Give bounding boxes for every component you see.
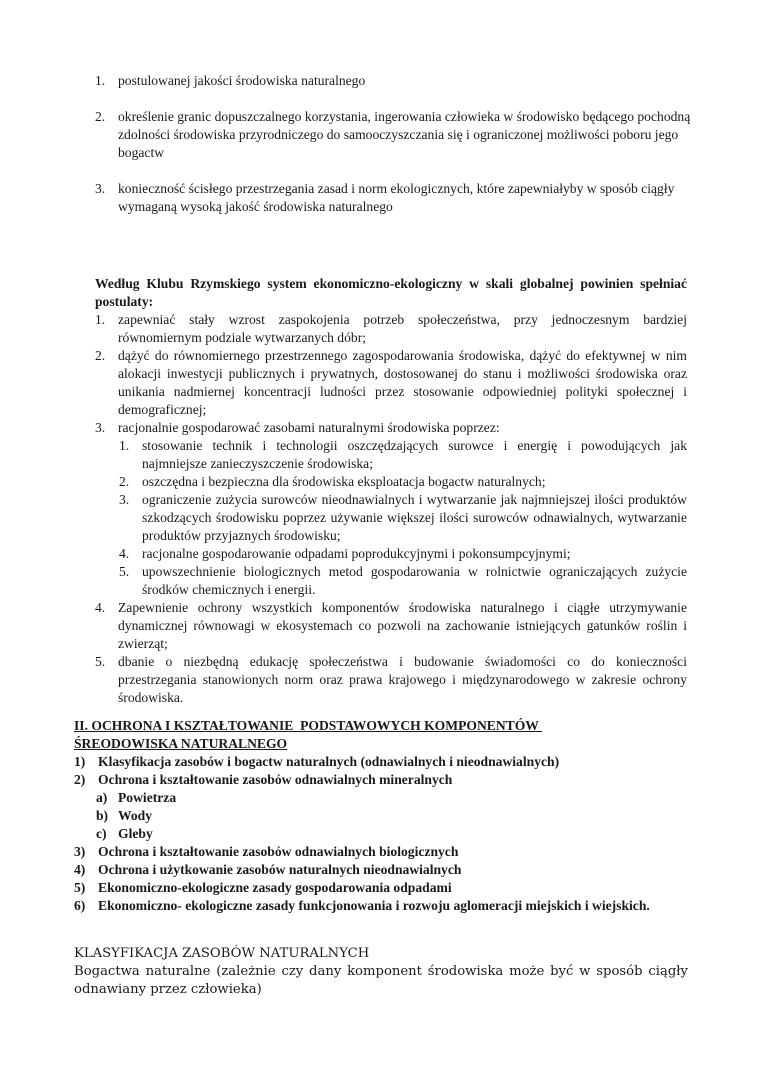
list-item [95, 419, 687, 437]
section-title [74, 717, 694, 753]
toc-subitem [74, 825, 694, 843]
list-number: 2. [95, 109, 106, 124]
list-number: 4. [95, 600, 106, 615]
toc-item [74, 771, 694, 789]
list-text: konieczność ścisłego przestrzegania zasad i norm ekologicznych, które zapewniałyby w sposób ciągły wymaganą wysoką jakość środowiska naturalnego [118, 181, 675, 214]
toc-item [74, 861, 694, 879]
list-number: 1. [95, 312, 106, 327]
toc-text: Gleby [118, 826, 153, 841]
list-text: racjonalne gospodarowanie odpadami poprodukcyjnymi i pokonsumpcyjnymi; [142, 546, 571, 561]
section-toc [74, 753, 694, 915]
sub-list-item [95, 563, 687, 599]
list-text: upowszechnienie biologicznych metod gospodarowania w rolnictwie ograniczających zużycie środków chemicznych i energii. [142, 564, 687, 597]
sub-list-item [95, 491, 687, 545]
list-number: 3. [95, 181, 106, 196]
toc-text: Ekonomiczno-ekologiczne zasady gospodarowania odpadami [98, 880, 452, 895]
list-number: 2. [95, 348, 106, 363]
toc-text: Powietrza [118, 790, 177, 805]
list-number: 3. [95, 420, 106, 435]
sub-list-item [95, 473, 687, 491]
list-number: 5. [119, 564, 130, 579]
section-title-line: II. OCHRONA I KSZTAŁTOWANIE PODSTAWOWYCH KOMPONENTÓW [74, 718, 543, 733]
list-text: postulowanej jakości środowiska naturalnego [118, 73, 366, 88]
list-text: określenie granic dopuszczalnego korzystania, ingerowania człowieka w środowisko będącego pochodną zdolności środowiska przyrodniczego do samooczyszczania się i ograniczonej możliwości poboru jego bogactw [118, 109, 691, 160]
toc-text: Ekonomiczno- ekologiczne zasady funkcjonowania i rozwoju aglomeracji miejskich i wiejskich. [98, 898, 650, 913]
toc-text: Ochrona i kształtowanie zasobów odnawialnych biologicznych [98, 844, 459, 859]
toc-text: Wody [118, 808, 152, 823]
list-text: ograniczenie zużycia surowców nieodnawialnych i wytwarzanie jak najmniejszej ilości produktów szkodzących środowisku poprzez używanie większej ilości surowców odnawialnych, wytwarzanie produktów przyjaznych środowisku; [142, 492, 687, 543]
toc-item [74, 753, 694, 771]
club-list [95, 311, 687, 707]
toc-number: 5) [74, 880, 86, 895]
list-number: 1. [119, 438, 130, 453]
list-item [95, 72, 695, 90]
toc-item [74, 879, 694, 897]
list-item [95, 311, 687, 347]
list-text: oszczędna i bezpieczna dla środowiska eksploatacja bogactw naturalnych; [142, 474, 546, 489]
toc-item [74, 843, 694, 861]
classification-text: Bogactwa naturalne (zależnie czy dany komponent środowiska może być w sposób ciągły odnawiany przez człowieka) [74, 964, 688, 997]
sub-list-item [95, 545, 687, 563]
toc-number: 1) [74, 754, 86, 769]
list-number: 2. [119, 474, 130, 489]
list-text: dążyć do równomiernego przestrzennego zagospodarowania środowiska, dążyć do efektywnej w nim alokacji inwestycji publicznych i prywatnych, dostosowanej do stanu i możliwości środowiska oraz unikania nadmiernej koncentracji ludności przez stosowanie odpowiedniej polityki społecznej i demograficznej; [118, 348, 687, 417]
list-text: racjonalnie gospodarować zasobami naturalnymi środowiska poprzez: [118, 420, 500, 435]
list-text: Zapewnienie ochrony wszystkich komponentów środowiska naturalnego i ciągłe utrzymywanie dynamicznej równowagi w ekosystemach co pozwoli na zachowanie istniejących gatunków roślin i zwierząt; [118, 600, 687, 651]
toc-number: a) [96, 790, 108, 805]
club-heading: Według Klubu Rzymskiego system ekonomiczno-ekologiczny w skali globalnej powinien spełniać postulaty: [95, 276, 687, 309]
list-number: 5. [95, 654, 106, 669]
toc-subitem [74, 807, 694, 825]
list-item [95, 599, 687, 653]
list-text: dbanie o niezbędną edukację społeczeństwa i budowanie świadomości co do konieczności przestrzegania stanowionych norm oraz prawa krajowego i międzynarodowego w zakresie ochrony środowiska. [118, 654, 687, 705]
toc-number: 4) [74, 862, 86, 877]
toc-number: b) [96, 808, 109, 823]
toc-number: 3) [74, 844, 86, 859]
toc-text: Ochrona i użytkowanie zasobów naturalnych nieodnawialnych [98, 862, 462, 877]
list-item [95, 108, 695, 162]
list-text: stosowanie technik i technologii oszczędzających surowce i energię i powodujących jak najmniejsze zanieczyszczenie środowiska; [142, 438, 687, 471]
toc-text: Ochrona i kształtowanie zasobów odnawialnych mineralnych [98, 772, 453, 787]
toc-number: c) [96, 826, 107, 841]
intro-list [95, 72, 695, 216]
list-number: 4. [119, 546, 130, 561]
list-text: zapewniać stały wzrost zaspokojenia potrzeb społeczeństwa, przy jednoczesnym bardziej równomiernym podziale wytwarzanych dóbr; [118, 312, 687, 345]
toc-number: 2) [74, 772, 86, 787]
list-number: 1. [95, 73, 106, 88]
toc-item [74, 897, 694, 915]
section-title-line: ŚREODOWISKA NATURALNEGO [74, 736, 288, 751]
sub-list-item [95, 437, 687, 473]
toc-text: Klasyfikacja zasobów i bogactw naturalnych (odnawialnych i nieodnawialnych) [98, 754, 560, 769]
list-item [95, 347, 687, 419]
list-number: 3. [119, 492, 130, 507]
list-item [95, 180, 695, 216]
list-item [95, 653, 687, 707]
classification-heading: KLASYFIKACJA ZASOBÓW NATURALNYCH [74, 946, 370, 961]
toc-subitem [74, 789, 694, 807]
toc-number: 6) [74, 898, 86, 913]
